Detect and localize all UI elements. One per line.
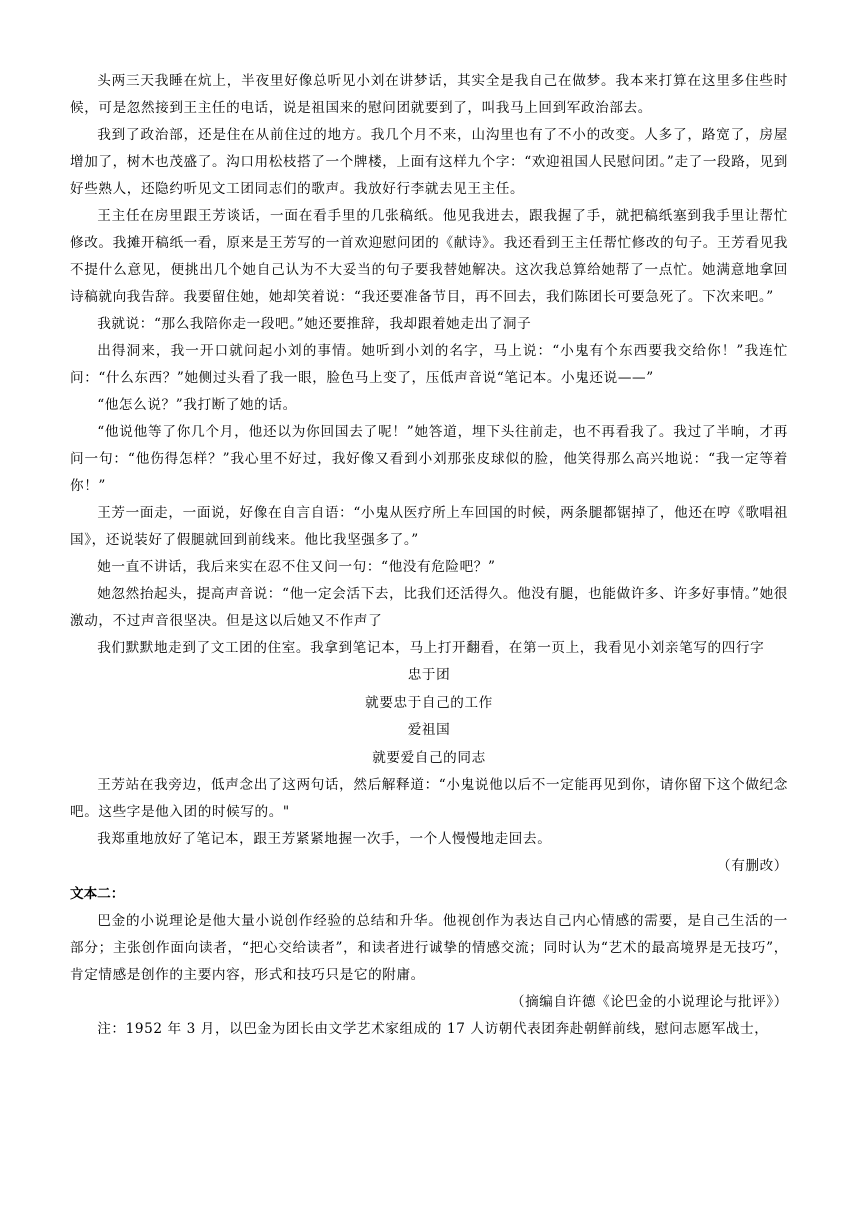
poem-line: 就要爱自己的同志	[372, 749, 486, 766]
paragraph-13: 我郑重地放好了笔记本，跟王芳紧紧地握一次手，一个人慢慢地走回去。	[97, 831, 552, 847]
paragraph-7: “他说他等了你几个月，他还以为你回国去了呢！”她答道，埋下头往前走，也不再看我了。我过了半晌，才再问一句：“他伤得怎样？”我心里不好过，我好像又看到小刘那张皮球似的脸，他笑得那么高兴地说：“我一定等着你！”	[70, 424, 788, 494]
paragraph-1: 头两三天我睡在炕上，半夜里好像总听见小刘在讲梦话，其实全是我自己在做梦。我本来打算在这里多住些时候，可是忽然接到王主任的电话，说是祖国来的慰问团就要到了，叫我马上回到军政治部去。	[70, 73, 788, 116]
paragraph-2: 我到了政治部，还是住在从前住过的地方。我几个月不来，山沟里也有了不小的改变。人多了，路宽了，房屋增加了，树木也茂盛了。沟口用松枝搭了一个牌楼，上面有这样九个字：“欢迎祖国人民慰问团。”走了一段路，见到好些熟人，还隐约听见文工团同志们的歌声。我放好行李就去见王主任。	[70, 127, 788, 197]
revision-note: （有删改）	[717, 858, 788, 874]
poem-line: 忠于团	[407, 667, 451, 683]
footnote: 注：1952 年 3 月，以巴金为团长由文学艺术家组成的 17 人访朝代表团奔赴朝鲜前线，慰问志愿军战士，	[97, 1021, 769, 1037]
text2-source: （摘编自许德《论巴金的小说理论与批评》）	[510, 993, 788, 1010]
paragraph-12: 王芳站在我旁边，低声念出了这两句话，然后解释道：“小鬼说他以后不一定能再见到你，请你留下这个做纪念吧。这些字是他入团的时候写的。"	[70, 777, 788, 820]
poem-line: 爱祖国	[407, 722, 451, 738]
paragraph-11: 我们默默地走到了文工团的住室。我拿到笔记本，马上打开翻看，在第一页上，我看见小刘亲笔写的四行字	[97, 640, 765, 656]
paragraph-9: 她一直不讲话，我后来实在忍不住又问一句：“他没有危险吧？”	[97, 559, 496, 575]
paragraph-4: 我就说：“那么我陪你走一段吧。”她还要推辞，我却跟着她走出了洞子	[97, 316, 532, 332]
poem-line: 就要忠于自己的工作	[365, 694, 493, 711]
text2-paragraph: 巴金的小说理论是他大量小说创作经验的总结和升华。他视创作为表达自己内心情感的需要，是自己生活的一部分；主张创作面向读者，“把心交给读者”，和读者进行诚挚的情感交流；同时认为“艺术的最高境界是无技巧”，肯定情感是创作的主要内容，形式和技巧只是它的附庸。	[70, 912, 788, 983]
text2-heading: 文本二：	[70, 885, 125, 902]
paragraph-8: 王芳一面走，一面说，好像在自言自语：“小鬼从医疗所上车回国的时候，两条腿都锯掉了，他还在哼《歌唱祖国》，还说装好了假腿就回到前线来。他比我坚强多了。”	[70, 505, 788, 548]
paragraph-6: “他怎么说？”我打断了她的话。	[97, 397, 297, 413]
paragraph-5: 出得洞来，我一开口就问起小刘的事情。她听到小刘的名字，马上说：“小鬼有个东西要我交给你！”我连忙问：“什么东西？”她侧过头看了我一眼，脸色马上变了，压低声音说“笔记本。小鬼还说——”	[70, 343, 788, 386]
paragraph-3: 王主任在房里跟王芳谈话，一面在看手里的几张稿纸。他见我进去，跟我握了手，就把稿纸塞到我手里让帮忙修改。我摊开稿纸一看，原来是王芳写的一首欢迎慰问团的《献诗》。我还看到王主任帮忙修改的句子。王芳看见我不提什么意见，便挑出几个她自己认为不大妥当的句子要我替她解决。这次我总算给她帮了一点忙。她满意地拿回诗稿就向我告辞。我要留住她，她却笑着说：“我还要准备节目，再不回去，我们陈团长可要急死了。下次来吧。”	[70, 208, 788, 305]
paragraph-10: 她忽然抬起头，提高声音说：“他一定会活下去，比我们还活得久。他没有腿，也能做许多、许多好事情。”她很激动，不过声音很坚决。但是这以后她又不作声了	[70, 586, 788, 629]
notebook-poem	[70, 662, 788, 772]
